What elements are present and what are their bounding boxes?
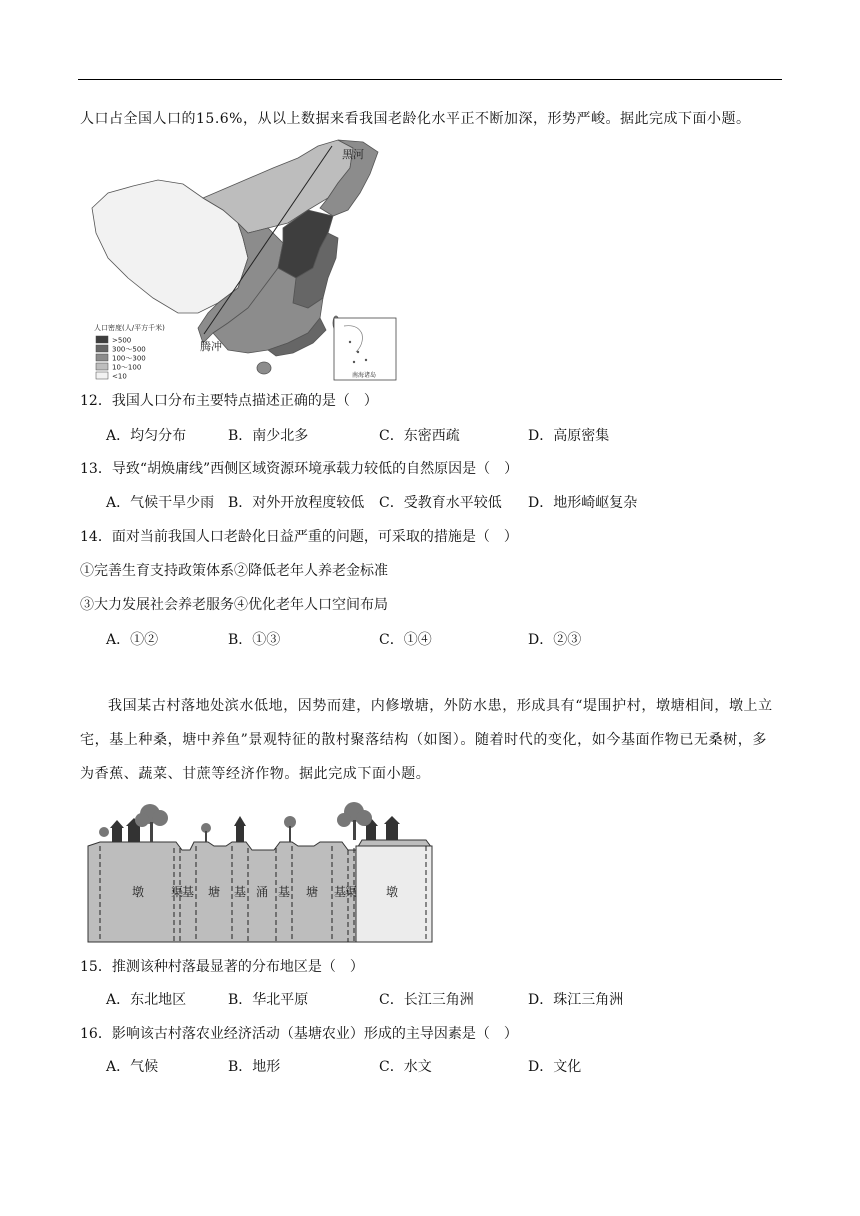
- legend-swatch: [96, 354, 108, 361]
- q14-stem: 14．面对当前我国人口老龄化日益严重的问题，可采取的措施是（ ）: [80, 529, 518, 545]
- dike-pond-diagram: [86, 798, 436, 944]
- intro-line: 人口占全国人口的15.6%，从以上数据来看我国老龄化水平正不断加深，形势严峻。据此完成下面小题。: [80, 111, 751, 127]
- legend-swatch: [96, 336, 108, 343]
- q12-option-a[interactable]: A．均匀分布: [106, 428, 187, 444]
- q14-option-d[interactable]: D．②③: [528, 632, 582, 648]
- diagram-zone-label: 渠: [170, 885, 184, 899]
- diagram-zone-label: 塘: [305, 885, 319, 899]
- q12-option-d[interactable]: D．高原密集: [528, 428, 610, 444]
- q13-option-d[interactable]: D．地形崎岖复杂: [528, 495, 638, 511]
- diagram-zone-label: 墩: [131, 885, 145, 899]
- legend-label: >500: [112, 336, 132, 345]
- q14-option-a[interactable]: A．①②: [106, 632, 159, 648]
- south-china-sea-inset: [334, 318, 396, 380]
- population-density-map: [88, 138, 408, 382]
- diagram-zone-label: 渠: [344, 885, 358, 899]
- q16-option-a[interactable]: A．气候: [106, 1059, 159, 1075]
- q16-option-b[interactable]: B．地形: [228, 1059, 281, 1075]
- diagram-zone-label: 墩: [385, 885, 399, 899]
- q14-items-line2: ③大力发展社会养老服务④优化老年人口空间布局: [80, 597, 388, 613]
- q13-stem: 13．导致“胡焕庸线”西侧区域资源环境承载力较低的自然原因是（ ）: [80, 461, 519, 477]
- q16-option-d[interactable]: D．文化: [528, 1059, 582, 1075]
- q15-option-a[interactable]: A．东北地区: [106, 992, 187, 1008]
- q15-option-d[interactable]: D．珠江三角洲: [528, 992, 624, 1008]
- legend-swatch: [96, 363, 108, 370]
- legend-swatch: [96, 372, 108, 379]
- diagram-zone-label: 基: [277, 885, 291, 899]
- map-legend: [96, 336, 146, 381]
- label-tengchong: 腾冲: [200, 340, 222, 353]
- q14-option-c[interactable]: C．①④: [379, 632, 432, 648]
- q14-option-b[interactable]: B．①③: [228, 632, 281, 648]
- q12-stem: 12．我国人口分布主要特点描述正确的是（ ）: [80, 393, 378, 409]
- q13-option-a[interactable]: A．气候干旱少雨: [106, 495, 215, 511]
- q16-stem: 16．影响该古村落农业经济活动（基塘农业）形成的主导因素是（ ）: [80, 1026, 518, 1042]
- q13-option-c[interactable]: C．受教育水平较低: [379, 495, 502, 511]
- q16-option-c[interactable]: C．水文: [379, 1059, 432, 1075]
- inset-label: 南海诸岛: [351, 372, 377, 379]
- legend-swatch: [96, 345, 108, 352]
- q12-option-b[interactable]: B．南少北多: [228, 428, 309, 444]
- q12-option-c[interactable]: C．东密西疏: [379, 428, 460, 444]
- q15-option-b[interactable]: B．华北平原: [228, 992, 309, 1008]
- legend-label: 300～500: [112, 345, 146, 354]
- diagram-zone-label: 涌: [255, 885, 269, 899]
- legend-label: <10: [112, 372, 127, 381]
- label-heihe: 黑河: [342, 148, 364, 161]
- q15-stem: 15．推测该种村落最显著的分布地区是（ ）: [80, 959, 364, 975]
- legend-label: 100～300: [112, 354, 146, 363]
- legend-label: 10～100: [112, 363, 142, 372]
- diagram-zone-label: 基: [233, 885, 247, 899]
- passage-ancient-village: 我国某古村落地处滨水低地，因势而建，内修墩塘，外防水患，形成具有“堤围护村，墩塘相间，墩上立宅，基上种桑，塘中养鱼”景观特征的散村聚落结构（如图）。随着时代的变化，如今基面作物已无桑树，多为香蕉、蔬菜、甘蔗等经济作物。据此完成下面小题。: [80, 698, 773, 782]
- q14-items-line1: ①完善生育支持政策体系②降低老年人养老金标准: [80, 563, 388, 579]
- header-rule: [78, 79, 782, 80]
- diagram-zone-label: 基: [181, 885, 195, 899]
- diagram-zone-label: 基: [333, 885, 347, 899]
- q15-option-c[interactable]: C．长江三角洲: [379, 992, 474, 1008]
- legend-title: 人口密度(人/平方千米): [94, 324, 165, 332]
- diagram-zone-label: 塘: [207, 885, 221, 899]
- q13-option-b[interactable]: B．对外开放程度较低: [228, 495, 365, 511]
- map-region-hainan: [257, 362, 271, 374]
